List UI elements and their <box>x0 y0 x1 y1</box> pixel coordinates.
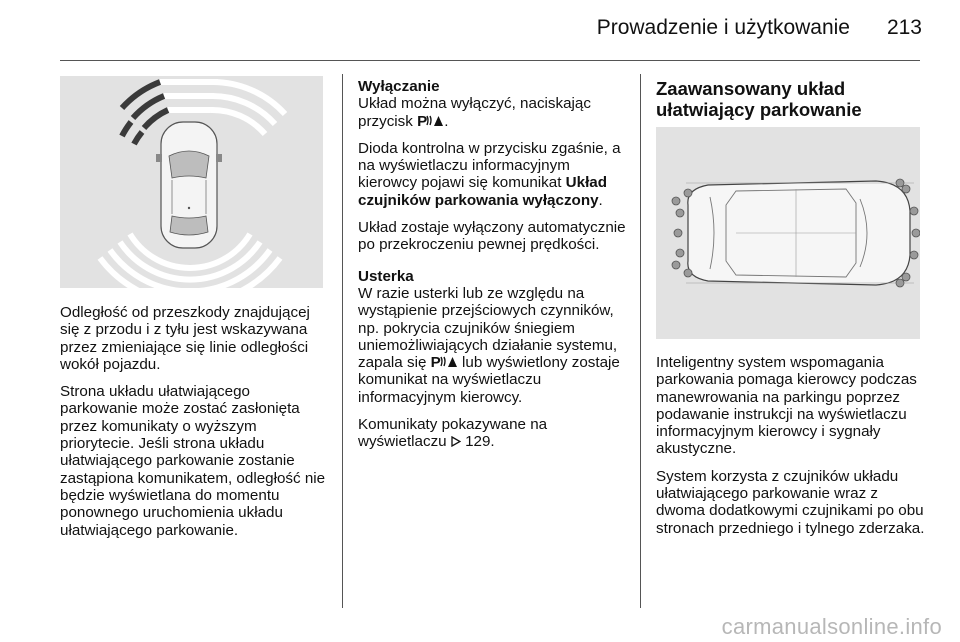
car-top-view <box>156 122 222 248</box>
parking-distance-illustration <box>60 76 323 288</box>
column-divider-2 <box>640 74 641 608</box>
reference-arrow-icon <box>451 436 461 447</box>
section-heading-advanced-parking: Zaawansowany układ ułatwiający parkowanie <box>656 78 862 120</box>
messages-text: Komunikaty pokazywane na wyświetlaczu <box>358 416 548 451</box>
header-rule <box>60 60 920 61</box>
column-divider-1 <box>342 74 343 608</box>
fault-text: W razie usterki lub ze względu na wystąpienie przejściowych czynników, np. pokrycia czujników śniegiem uniemożliwiających działanie systemu, zapala się <box>358 284 618 372</box>
sensor-disabled-message: Układ czujników parkowania wyłączony <box>358 174 608 209</box>
col1-paragraph-1: Odległość od przeszkody znajdującej się z przodu i z tyłu jest wskazywana przez zmieniające się linie odległości wokół pojazdu. <box>60 304 310 373</box>
fault-text-end: lub wyświetlony zostaje komunikat na wyświetlaczu informacyjnym kierowcy. <box>358 354 620 406</box>
parking-sensor-warning-icon: P <box>431 354 458 371</box>
running-header-title: Prowadzenie i użytkowanie <box>596 16 850 39</box>
section-heading-disabling: Wyłączanie <box>358 78 440 95</box>
column-3-body <box>656 354 926 547</box>
advanced-parking-figure <box>656 127 920 339</box>
column-1-text <box>60 304 330 549</box>
column-2-text: Wyłączanie Układ można wyłączyć, naciskając przycisk P . Dioda kontrolna w przycisku zgaśnie, a na wyświetlaczu informacyjnym kierowcy pojawi się komunikat Układ czujników parkowania wyłączony. Układ zostaje wyłączony automatycznie po przekroczeniu pewnej prędkości. Usterka W razie usterki lub ze względu na wystąpienie przejściowych czynników, np. pokrycia czujników śniegiem uniemożliwiających działanie systemu, zapala się P lub wyświetlony zostaje komunikat na wyświetlaczu informacyjnym kierowcy. Komunikaty pokazywane na wyświetlaczu 129. <box>358 78 628 461</box>
disabling-text: Układ można wyłączyć, naciskając przycisk <box>358 95 591 130</box>
car-sensors-illustration <box>656 127 920 339</box>
col1-paragraph-2: Strona układu ułatwiającego parkowanie może zostać zasłonięta przez komunikaty o wyższym priorytecie. Jeśli strona układu ułatwiającego parkowanie zostanie zastąpiona komunikatem, odległość nie będzie wyświetlana do momentu ponownego uruchomienia układu ułatwiającego parkowanie. <box>60 383 326 539</box>
section-heading-fault: Usterka <box>358 267 414 285</box>
parking-sensor-button-icon: P <box>417 113 444 130</box>
col3-paragraph-1: Inteligentny system wspomagania parkowania pomaga kierowcy podczas manewrowania na parkingu poprzez podawanie instrukcji na wyświetlaczu informacyjnym kierowcy i sygnały akustyczne. <box>656 354 917 458</box>
page-number: 213 <box>886 16 922 39</box>
car-side-top-view <box>686 181 914 285</box>
parking-distance-figure <box>60 76 323 288</box>
indicator-text: Dioda kontrolna w przycisku zgaśnie, a na wyświetlaczu informacyjnym kierowcy pojawi się komunikat <box>358 139 621 192</box>
col3-paragraph-2: System korzysta z czujników układu ułatwiającego parkowanie wraz z dwoma dodatkowymi czujnikami po obu stronach przedniego i tylnego zderzaka. <box>656 467 925 537</box>
auto-disable-text: Układ zostaje wyłączony automatycznie po przekroczeniu pewnej prędkości. <box>358 219 626 254</box>
watermark: carmanualsonline.info <box>721 614 942 639</box>
page-reference-link[interactable]: 129. <box>451 433 495 450</box>
